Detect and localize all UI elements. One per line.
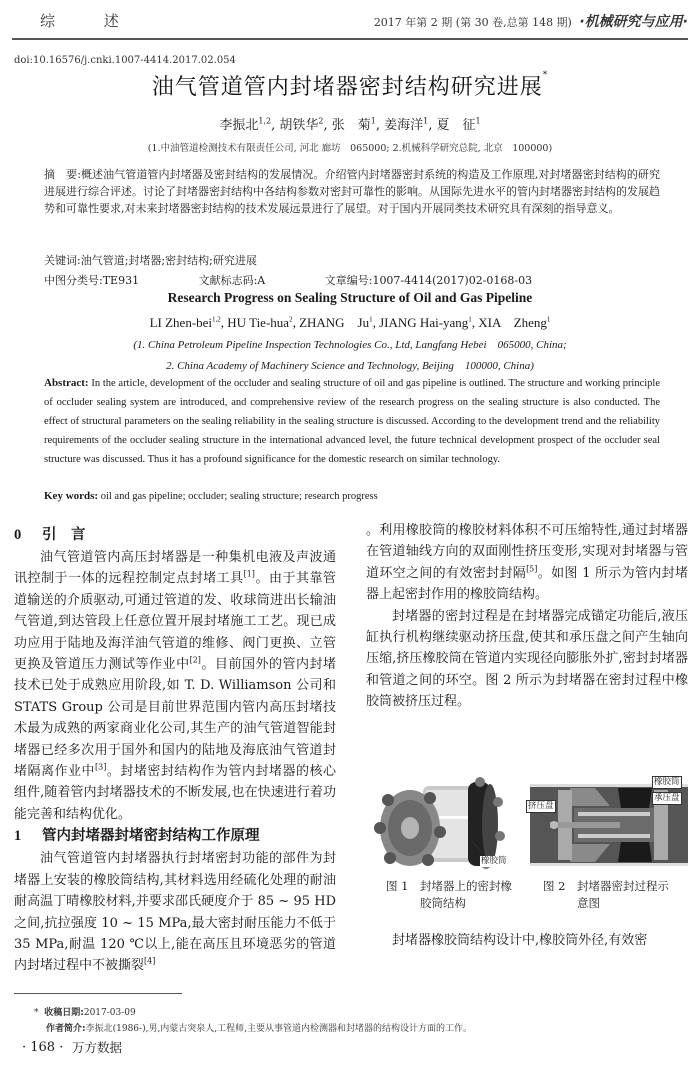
classification-meta — [44, 272, 588, 288]
keywords-cn-text: 油气管道;封堵器;密封结构;研究进展 — [80, 254, 257, 267]
body-left-column — [14, 524, 336, 984]
citation-ref[interactable]: [3] — [95, 762, 107, 772]
figure-2-sealing-diagram — [530, 776, 690, 872]
english-author-list: LI Zhen-bei$^{1,2}$, HU Tie-hua$^2$, ZHANG Ju$^1$, JIANG Hai-yang$^1$, XIA Zheng$^1$ — [149, 315, 551, 330]
english-keywords-label: Key words: — [44, 490, 99, 502]
english-title: Research Progress on Sealing Structure of Oil and Gas Pipeline — [167, 290, 533, 305]
author: 胡铁华$^2$ — [279, 116, 324, 133]
author-bio: 李振北(1986-),男,内蒙古突泉人,工程师,主要从事管道内检测器和封堵器的结构设计方面的工作。 — [85, 1024, 473, 1034]
section-label: 综 述 — [40, 12, 141, 30]
received-date: 2017-03-09 — [83, 1008, 136, 1018]
author: 夏 征$^1$ — [436, 116, 481, 133]
author: 姜海洋$^1$ — [384, 116, 429, 133]
body-right-column-continued — [366, 930, 688, 951]
abstract-cn-label: 摘 要: — [44, 168, 81, 181]
english-abstract-text: In the article, development of the occluder and sealing structure of oil and gas pipeline is outlined. The structure and working principle of occluder sealing system are introduced, and comprehensive review of the research progress on the sealing structure is also conducted. The effect of structural parameters on the sealing reliability in the sealing structure is discussed. According to the development trend and the reliability requirements of the occluder sealing structure in the international advanced level, the future technical development prospect of the occluder seal structure was discussed. Thus it has a profound significance for the domestic research on similar technology. — [44, 378, 661, 465]
title-footnote-mark: * — [542, 70, 549, 80]
abstract-cn-text: 概述油气管道管内封堵器及密封结构的发展情况。介绍管内封堵器密封系统的构造及工作原理,对封堵器密封结构的研究进展进行综合评述。讨论了封堵器密封结构中各结构参数对密封可靠性的影响。从国际先进水平的管内封堵器密封结构的发展趋势和可靠性要求,对未来封堵器密封结构的技术发展远景进行了展望。对于国内开展同类技术研究具有深刻的指导意义。 — [44, 168, 660, 215]
document-code: 文献标志码:A — [198, 274, 266, 287]
paragraph-design: 封堵器橡胶筒结构设计中,橡胶筒外径,有效密 — [392, 933, 648, 948]
abstract-cn — [44, 166, 660, 217]
author-en: XIA Zheng$^1$ — [478, 315, 551, 330]
paragraph-intro: 油气管道管内高压封堵器是一种集机电液及声波通讯控制于一体的远程控制定点封堵工具[1]。由于其靠管道输送的介质驱动,可通过管道的发、收球筒进出长输油气管道,到达管段上任意位置开展封堵施工工艺。现已成功应用于陆地及海洋油气管道的维修、阀门更换、立管更换及管道压力测试等作业中[2]。目前国外的管内封堵技术已处于成熟应用阶段,如 T. D. Williamson 公司和 STATS Group 公司是目前世界范围内管内高压封堵技术最为成熟的两家商业化公司,其生产的油气管道智能封堵器已经多次用于国外和国内的陆地及海底油气管道封堵隔离作业中[3]。封堵密封结构作为管内封堵器的核心组件,随着管内封堵器技术的不断发展,也在快速进行着功能完善和结构优化。 — [14, 550, 336, 822]
figure-2-caption: 图 2 封堵器密封过程示意图 — [543, 879, 669, 910]
footnote-author-bio: 作者简介:李振北(1986-),男,内蒙古突泉人,工程师,主要从事管道内检测器和封堵器的结构设计方面的工作。 — [46, 1024, 473, 1034]
footnote-mark: * — [34, 1008, 39, 1018]
english-affiliation-2: 2. China Academy of Machinery Science and Technology, Beijing 100000, China) — [166, 360, 534, 372]
author-en: ZHANG Ju$^1$ — [299, 315, 373, 330]
citation-ref[interactable]: [1] — [243, 570, 255, 580]
paragraph-sealing-process: 封堵器的密封过程是在封堵器完成锚定功能后,液压缸执行机构继续驱动挤压盘,使其和承压盘之间产生轴向压缩,挤压橡胶筒在管道内实现径向膨胀外扩,密封封堵器和管道之间的环空。图 2 所示为封堵器在密封过程中橡胶筒被挤压过程。 — [366, 608, 688, 710]
author-en: JIANG Hai-yang$^1$ — [379, 315, 472, 330]
paragraph-principle: 油气管道管内封堵器执行封堵密封功能的部件为封堵器上安装的橡胶筒结构,其材料选用经硫化处理的耐油耐高温丁晴橡胶材料,并要求邵氏硬度介于 85 ~ 95 HD 之间,抗拉强度 10 ~ 15 MPa,最大密封耐压能力不低于 35 MPa,耐温 120 ℃以上,能在高压且环境恶劣的管道内封堵过程中不被撕裂[4] — [14, 851, 336, 974]
header-divider — [12, 38, 688, 40]
paper-title — [0, 70, 700, 101]
figure-2-label-rubber: 橡胶筒 — [654, 777, 680, 787]
keywords-cn — [44, 252, 257, 268]
figure-1-occluder-image — [368, 776, 516, 872]
english-keywords-text: oil and gas pipeline; occluder; sealing structure; research progress — [100, 491, 378, 502]
author-en: LI Zhen-bei$^{1,2}$ — [149, 315, 221, 330]
title-text: 油气管道管内封堵器密封结构研究进展 — [151, 75, 543, 100]
english-abstract-label: Abstract: — [44, 377, 89, 389]
affiliations-cn: (1.中油管道检测技术有限责任公司, 河北 廊坊 065000; 2.机械科学研究总院, 北京 100000) — [147, 143, 553, 154]
figure-1-label-rubber: 橡胶筒 — [481, 856, 507, 866]
citation-ref[interactable]: [4] — [144, 956, 156, 966]
citation-ref[interactable]: [5] — [526, 564, 538, 574]
citation-ref[interactable]: [2] — [189, 655, 201, 665]
english-affiliations — [0, 335, 700, 377]
journal-header — [374, 11, 688, 31]
english-keywords — [44, 490, 378, 502]
doi[interactable]: doi:10.16576/j.cnki.1007-4414.2017.02.054 — [14, 55, 236, 66]
author: 李振北$^{1,2}$ — [219, 116, 272, 133]
section-heading-1: 1 管内封堵器封堵密封结构工作原理 — [14, 828, 260, 845]
issue-info: 2017 年第 2 期 (第 30 卷,总第 148 期) — [373, 16, 572, 29]
author-list: 李振北$^{1,2}$, 胡铁华$^2$, 张 菊$^1$, 姜海洋$^1$, 夏 征$^1$ — [219, 116, 481, 133]
author-en: HU Tie-hua$^2$ — [227, 315, 293, 330]
english-affiliation-1: (1. China Petroleum Pipeline Inspection Technologies Co., Ltd, Langfang Hebei 065000, China; — [133, 339, 567, 351]
section-heading-0: 0 引 言 — [14, 527, 86, 543]
figure-1-caption: 图 1 封堵器上的密封橡胶筒结构 — [386, 879, 512, 910]
figure-2-label-squeeze-disc: 挤压盘 — [528, 801, 554, 811]
keywords-cn-label: 关键词: — [44, 254, 81, 267]
paragraph-principle-cont: 。利用橡胶筒的橡胶材料体积不可压缩特性,通过封堵器在管道轴线方向的双面刚性挤压变形,实现对封堵器与管道环空之间的有效密封封隔[5]。如图 1 所示为管内封堵器上起密封作用的橡胶筒结构。 — [366, 523, 688, 603]
clc-number: 中图分类号:TE931 — [44, 274, 140, 287]
author: 张 菊$^1$ — [331, 116, 376, 133]
journal-name: ·机械研究与应用· — [579, 14, 688, 30]
footnote-divider — [14, 993, 182, 994]
watermark: 万方数据 — [72, 1040, 123, 1055]
article-number: 文章编号:1007-4414(2017)02-0168-03 — [324, 274, 533, 287]
footnote-received: * 收稿日期:2017-03-09 — [34, 1008, 136, 1018]
english-abstract — [44, 374, 660, 469]
page-number: · 168 · — [22, 1040, 64, 1055]
figure-2-label-bearing-disc: 承压盘 — [654, 793, 680, 803]
body-right-column — [366, 520, 688, 713]
